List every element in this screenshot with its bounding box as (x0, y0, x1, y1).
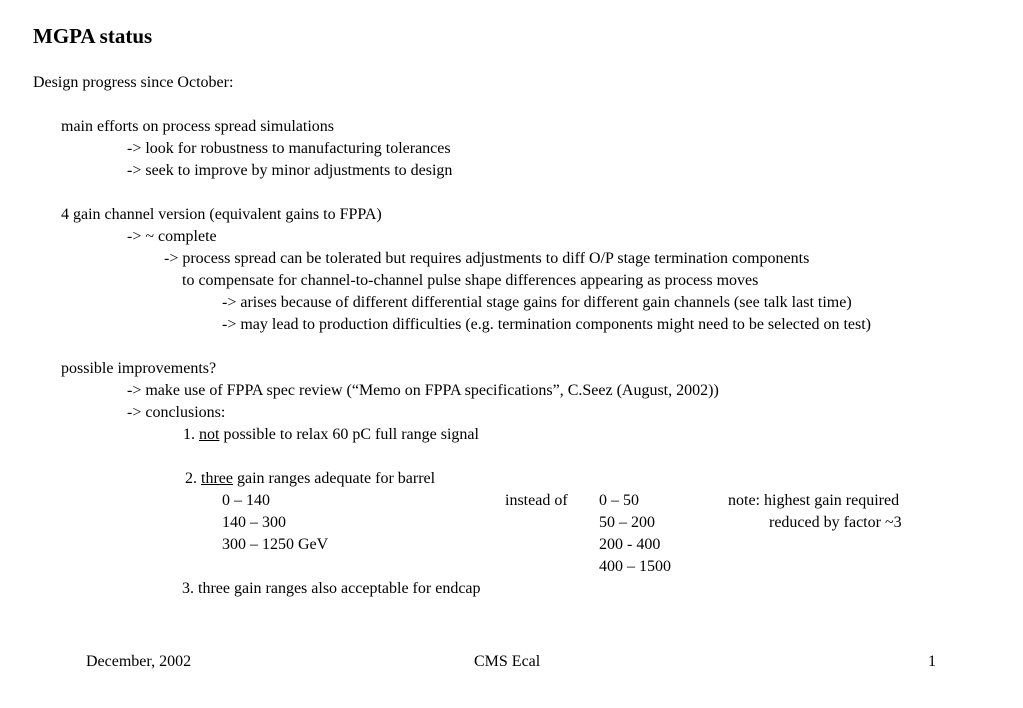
section2-line: -> ~ complete (127, 228, 217, 245)
conclusion-2: 2. three gain ranges adequate for barrel (185, 470, 436, 487)
conclusion-3: 3. three gain ranges also acceptable for endcap (182, 580, 481, 597)
page-title: MGPA status (33, 24, 153, 48)
new-range: 300 – 1250 GeV (222, 536, 329, 553)
footer-date: December, 2002 (86, 653, 192, 670)
section3-line: -> conclusions: (127, 404, 226, 421)
subtitle: Design progress since October: (33, 74, 234, 91)
emphasis-three: three (201, 470, 233, 487)
section2-line: -> arises because of different differential stage gains for different gain channels (see talk last time) (222, 294, 852, 311)
note-line: reduced by factor ~3 (769, 514, 902, 531)
section3-line: -> make use of FPPA spec review (“Memo on FPPA specifications”, C.Seez (August, 2002)) (127, 382, 719, 399)
section2-line: -> may lead to production difficulties (e.g. termination components might need to be selected on test) (222, 316, 871, 333)
section2-line: -> process spread can be tolerated but requires adjustments to diff O/P stage termination components (164, 250, 810, 267)
note-line: note: highest gain required (728, 492, 900, 509)
section2-heading: 4 gain channel version (equivalent gains to FPPA) (61, 206, 382, 223)
old-range: 200 - 400 (599, 536, 661, 553)
section1-item: -> seek to improve by minor adjustments to design (127, 162, 453, 179)
old-range: 50 – 200 (599, 514, 655, 531)
new-range: 0 – 140 (222, 492, 270, 509)
new-range: 140 – 300 (222, 514, 286, 531)
old-range: 0 – 50 (599, 492, 639, 509)
section1-item: -> look for robustness to manufacturing tolerances (127, 140, 451, 157)
instead-of-label: instead of (505, 492, 568, 509)
old-range: 400 – 1500 (599, 558, 671, 575)
footer-center: CMS Ecal (474, 653, 541, 670)
emphasis-not: not (199, 426, 220, 443)
footer-page-number: 1 (928, 653, 936, 670)
section1-heading: main efforts on process spread simulations (61, 118, 334, 135)
conclusion-1: 1. not possible to relax 60 pC full range signal (183, 426, 479, 443)
section2-line: to compensate for channel-to-channel pulse shape differences appearing as process moves (182, 272, 759, 289)
section3-heading: possible improvements? (61, 360, 217, 377)
